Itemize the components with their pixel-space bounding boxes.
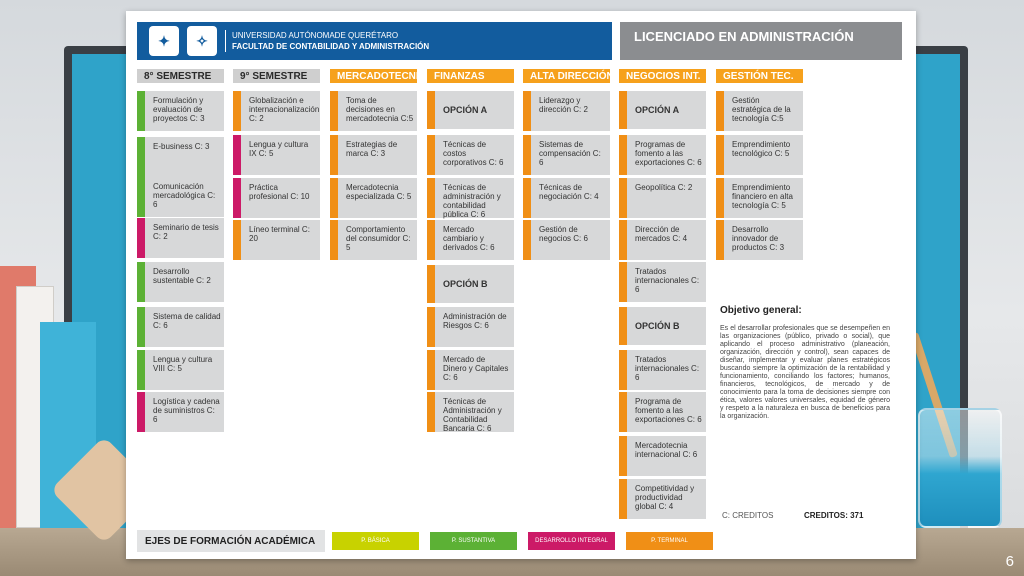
- course-cell: Gestión estratégica de la tecnología C:5: [716, 91, 803, 131]
- glass-jar: [918, 408, 1002, 528]
- course-cell: Lengua y cultura VIII C: 5: [137, 350, 224, 390]
- course-cell: Mercadotecnia internacional C: 6: [619, 436, 706, 476]
- course-cell: E-business C: 3: [137, 137, 224, 177]
- university-text: [225, 30, 429, 52]
- legend-terminal: P. TERMINAL: [626, 532, 713, 550]
- col-head-gestion: GESTIÓN TEC.: [716, 69, 803, 83]
- course-cell: Técnicas de administración y contabilidad pública C: 6: [427, 178, 514, 218]
- objective-text: Es el desarrollar profesionales que se desempeñen en las organizaciones (público, privado o social), que aplicando el proceso administrativo (planeación, organización, dirección y control), sean capaces de diseñar, implementar y evaluar planes estratégicos buscando siempre la optimización de la rentabilidad y funcionamiento, conciliando los factores; humanos, financieros, tecnológicos, de mercado y de conocimiento para la toma de decisiones siempre con ética, valores valores universales, equidad de género y respeto a la naturaleza en busca de beneficios para la organización.: [720, 325, 890, 420]
- course-cell: Dirección de mercados C: 4: [619, 220, 706, 260]
- slide-number: 6: [1005, 553, 1014, 570]
- objective-title: Objetivo general:: [720, 305, 802, 316]
- option-b-label: OPCIÓN B: [427, 265, 514, 303]
- legend-sustantiva: P. SUSTANTIVA: [430, 532, 517, 550]
- course-cell: Comportamiento del consumidor C: 5: [330, 220, 417, 260]
- university-header: [137, 22, 612, 60]
- course-cell: Tratados internacionales C: 6: [619, 350, 706, 390]
- course-cell: Técnicas de costos corporativos C: 6: [427, 135, 514, 175]
- course-cell: Práctica profesional C: 10: [233, 178, 320, 218]
- course-cell: Competitividad y productividad global C: 4: [619, 479, 706, 519]
- course-cell: Logística y cadena de suministros C: 6: [137, 392, 224, 432]
- course-cell: Comunicación mercadológica C: 6: [137, 177, 224, 217]
- university-name: UNIVERSIDAD AUTÓNOMADE QUERÉTARO: [232, 31, 399, 40]
- option-b-label: OPCIÓN B: [619, 307, 706, 345]
- col-head-negocios: NEGOCIOS INT.: [619, 69, 706, 83]
- course-cell: Líneo terminal C: 20: [233, 220, 320, 260]
- program-title: LICENCIADO EN ADMINISTRACIÓN: [620, 22, 902, 60]
- course-cell: Mercadotecnia especializada C: 5: [330, 178, 417, 218]
- credits-total: CREDITOS: 371: [804, 511, 864, 520]
- course-cell: Técnicas de Administración y Contabilidad Bancaria C: 6: [427, 392, 514, 432]
- course-cell: Administración de Riesgos C: 6: [427, 307, 514, 347]
- course-cell: Desarrollo sustentable C: 2: [137, 262, 224, 302]
- col-head-sem8: 8° SEMESTRE: [137, 69, 224, 83]
- col-head-mercadotecnia: MERCADOTECNIA: [330, 69, 417, 83]
- course-cell: Formulación y evaluación de proyectos C: 3: [137, 91, 224, 131]
- col-head-alta-direccion: ALTA DIRECCIÓN: [523, 69, 610, 83]
- course-cell: Toma de decisiones en mercadotecnia C:5: [330, 91, 417, 131]
- course-cell: Gestión de negocios C: 6: [523, 220, 610, 260]
- course-cell: Emprendimiento tecnológico C: 5: [716, 135, 803, 175]
- course-cell: Geopolítica C: 2: [619, 178, 706, 218]
- ejes-title: EJES DE FORMACIÓN ACADÉMICA: [137, 530, 325, 552]
- course-cell: Liderazgo y dirección C: 2: [523, 91, 610, 131]
- col-head-sem9: 9° SEMESTRE: [233, 69, 320, 83]
- uaq-seal-icon: ✦: [149, 26, 179, 56]
- col-head-finanzas: FINANZAS: [427, 69, 514, 83]
- legend-basica: P. BÁSICA: [332, 532, 419, 550]
- course-cell: Técnicas de negociación C: 4: [523, 178, 610, 218]
- course-cell: Sistemas de compensación C: 6: [523, 135, 610, 175]
- course-cell: Sistema de calidad C: 6: [137, 307, 224, 347]
- course-cell: Seminario de tesis C: 2: [137, 218, 224, 258]
- course-cell: Estrategias de marca C: 3: [330, 135, 417, 175]
- option-a-label: OPCIÓN A: [427, 91, 514, 129]
- credits-key: C: CREDITOS: [722, 511, 774, 520]
- course-cell: Desarrollo innovador de productos C: 3: [716, 220, 803, 260]
- course-cell: Emprendimiento financiero en alta tecnología C: 5: [716, 178, 803, 218]
- course-cell: Programa de fomento a las exportaciones C: 6: [619, 392, 706, 432]
- course-cell: Mercado de Dinero y Capitales C: 6: [427, 350, 514, 390]
- course-cell: Globalización e internacionalización C: 2: [233, 91, 320, 131]
- faculty-name: FACULTAD DE CONTABILIDAD Y ADMINISTRACIÓN: [232, 42, 430, 51]
- slide: [126, 11, 916, 559]
- course-cell: Tratados internacionales C: 6: [619, 262, 706, 302]
- option-a-label: OPCIÓN A: [619, 91, 706, 129]
- course-cell: Mercado cambiario y derivados C: 6: [427, 220, 514, 260]
- course-cell: Lengua y cultura IX C: 5: [233, 135, 320, 175]
- legend-desarrollo-integral: DESARROLLO INTEGRAL: [528, 532, 615, 550]
- fca-seal-icon: ✧: [187, 26, 217, 56]
- course-cell: Programas de fomento a las exportaciones C: 6: [619, 135, 706, 175]
